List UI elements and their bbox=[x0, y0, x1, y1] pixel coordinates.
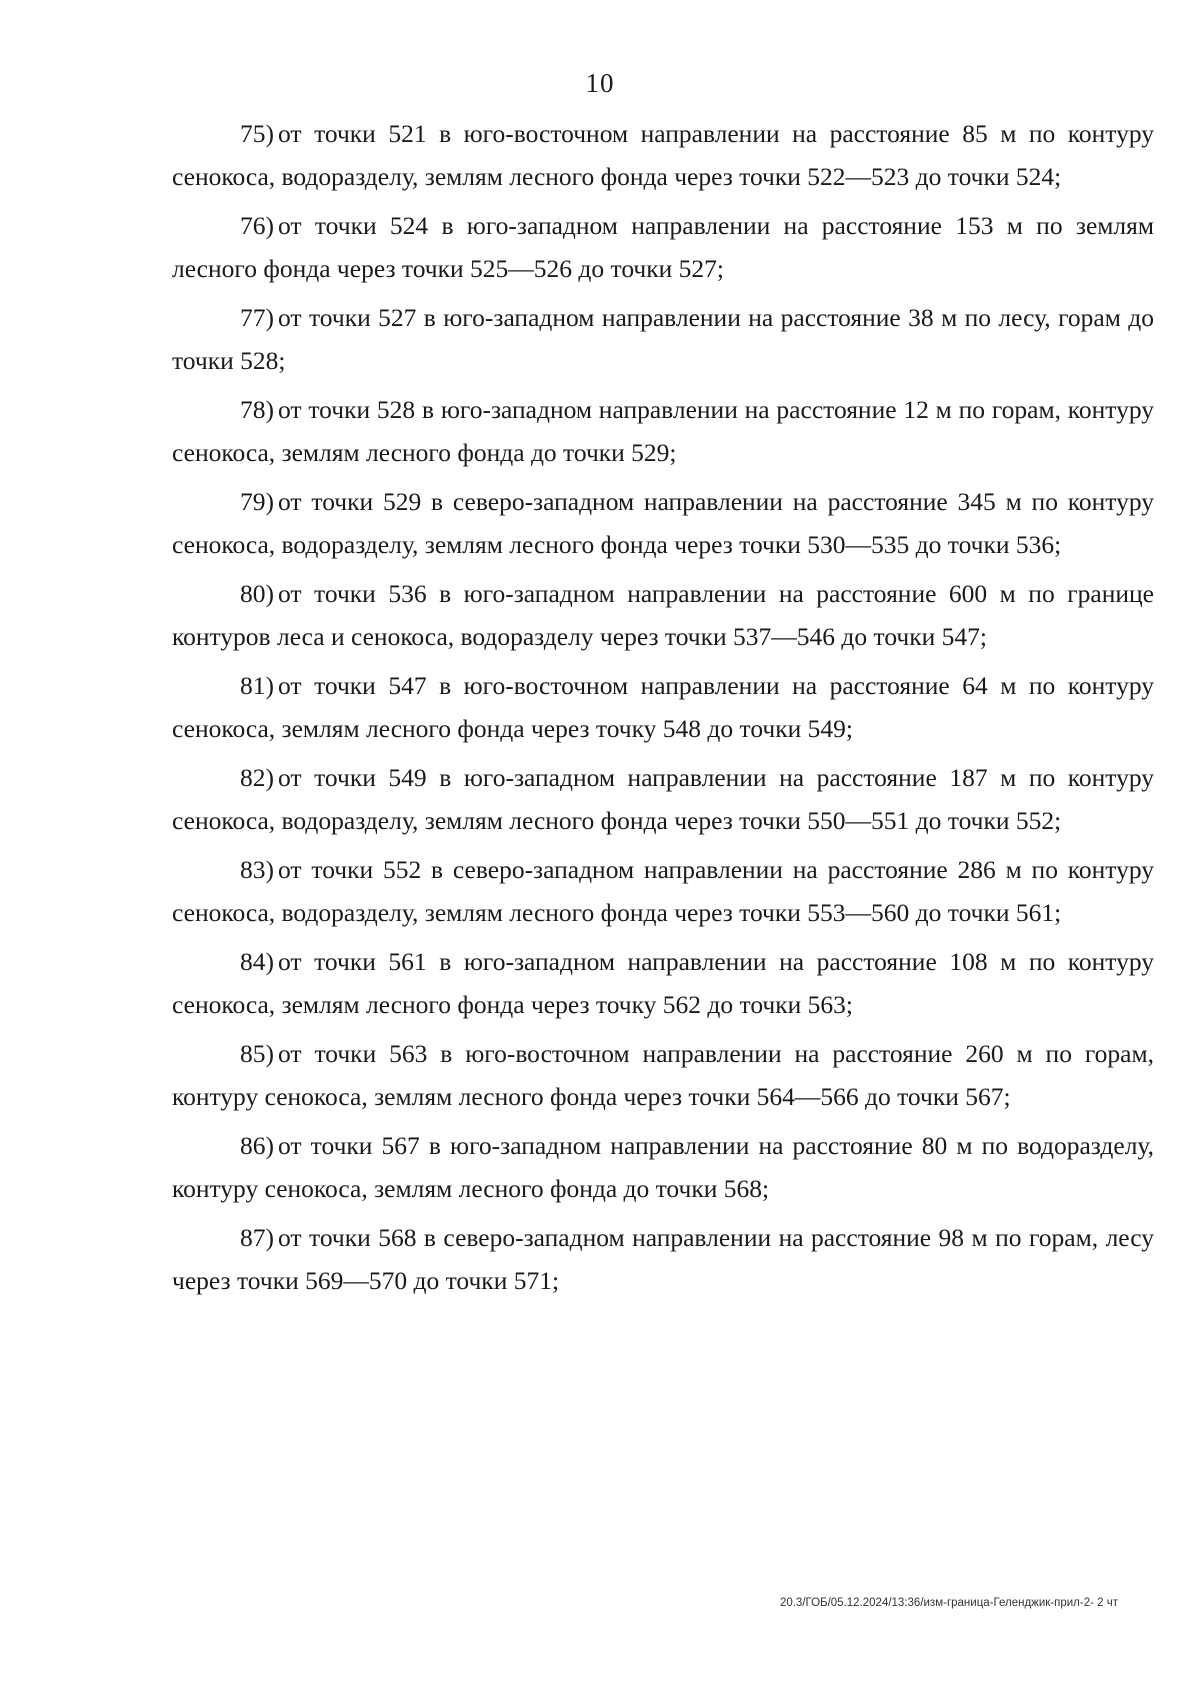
clause-text: от точки 567 в юго-западном направлении на расстояние 80 м по водоразделу, контуру сенокоса, землям лесного фонда до точки 568; bbox=[172, 1131, 1154, 1203]
clause-84 bbox=[172, 940, 1154, 1026]
clause-76 bbox=[172, 204, 1154, 290]
clause-text: от точки 528 в юго-западном направлении на расстояние 12 м по горам, контуру сенокоса, землям лесного фонда до точки 529; bbox=[172, 395, 1154, 467]
clause-text: от точки 521 в юго-восточном направлении на расстояние 85 м по контуру сенокоса, водоразделу, землям лесного фонда через точки 522—523 до точки 524; bbox=[172, 119, 1154, 191]
clause-number: 84) bbox=[240, 947, 274, 976]
clause-79 bbox=[172, 480, 1154, 566]
clause-number: 86) bbox=[240, 1131, 274, 1160]
page-number: 10 bbox=[585, 68, 615, 98]
clause-number: 77) bbox=[240, 303, 274, 332]
clause-number: 83) bbox=[240, 855, 274, 884]
clause-number: 76) bbox=[240, 211, 274, 240]
clause-text: от точки 527 в юго-западном направлении на расстояние 38 м по лесу, горам до точки 528; bbox=[172, 303, 1154, 375]
clause-87 bbox=[172, 1216, 1154, 1302]
clause-86 bbox=[172, 1124, 1154, 1210]
clause-number: 79) bbox=[240, 487, 274, 516]
clause-number: 87) bbox=[240, 1223, 274, 1252]
clause-text: от точки 549 в юго-западном направлении на расстояние 187 м по контуру сенокоса, водоразделу, землям лесного фонда через точки 550—551 до точки 552; bbox=[172, 763, 1154, 835]
clause-text: от точки 547 в юго-восточном направлении на расстояние 64 м по контуру сенокоса, землям лесного фонда через точку 548 до точки 549; bbox=[172, 671, 1154, 743]
clause-number: 81) bbox=[240, 671, 274, 700]
clause-number: 80) bbox=[240, 579, 274, 608]
clause-83 bbox=[172, 848, 1154, 934]
clause-75 bbox=[172, 112, 1154, 198]
clause-number: 75) bbox=[240, 119, 274, 148]
clause-text: от точки 552 в северо-западном направлении на расстояние 286 м по контуру сенокоса, водоразделу, землям лесного фонда через точки 553—560 до точки 561; bbox=[172, 855, 1154, 927]
document-footer-code: 20.3/ГОБ/05.12.2024/13:36/изм-граница-Геленджик-прил-2- 2 чт bbox=[779, 1597, 1118, 1609]
clause-text: от точки 563 в юго-восточном направлении на расстояние 260 м по горам, контуру сенокоса, землям лесного фонда через точки 564—566 до точки 567; bbox=[172, 1039, 1154, 1111]
clause-85 bbox=[172, 1032, 1154, 1118]
clause-text: от точки 529 в северо-западном направлении на расстояние 345 м по контуру сенокоса, водоразделу, землям лесного фонда через точки 530—535 до точки 536; bbox=[172, 487, 1154, 559]
clause-81 bbox=[172, 664, 1154, 750]
clause-text: от точки 536 в юго-западном направлении на расстояние 600 м по границе контуров леса и сенокоса, водоразделу через точки 537—546 до точки 547; bbox=[172, 579, 1154, 651]
clause-number: 82) bbox=[240, 763, 274, 792]
clause-number: 78) bbox=[240, 395, 274, 424]
clause-text: от точки 561 в юго-западном направлении на расстояние 108 м по контуру сенокоса, землям лесного фонда через точку 562 до точки 563; bbox=[172, 947, 1154, 1019]
clause-82 bbox=[172, 756, 1154, 842]
clause-text: от точки 524 в юго-западном направлении на расстояние 153 м по землям лесного фонда через точки 525—526 до точки 527; bbox=[172, 211, 1154, 283]
document-body bbox=[172, 112, 1154, 1308]
clause-number: 85) bbox=[240, 1039, 274, 1068]
clause-80 bbox=[172, 572, 1154, 658]
clause-78 bbox=[172, 388, 1154, 474]
clause-77 bbox=[172, 296, 1154, 382]
clause-text: от точки 568 в северо-западном направлении на расстояние 98 м по горам, лесу через точки 569—570 до точки 571; bbox=[172, 1223, 1154, 1295]
